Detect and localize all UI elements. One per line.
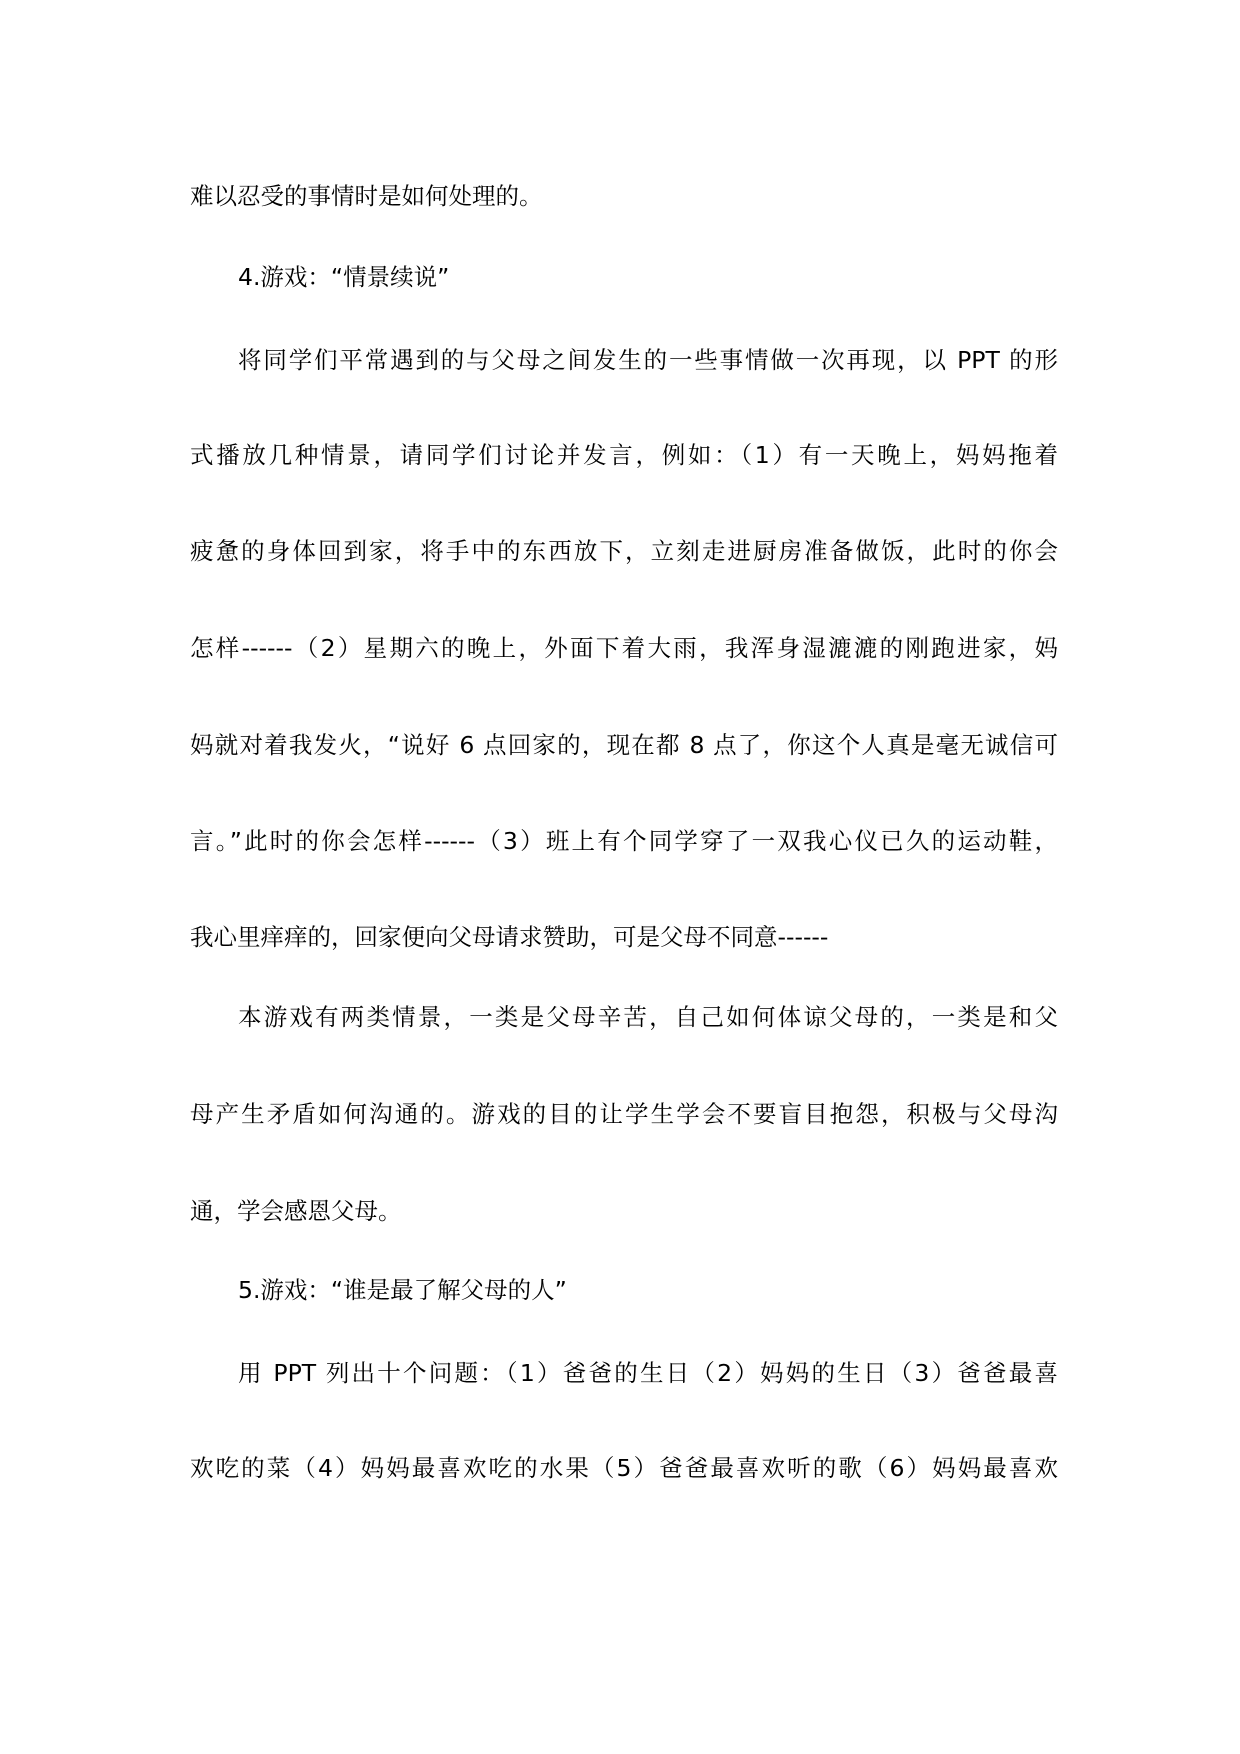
paragraph-line: 将同学们平常遇到的与父母之间发生的一些事情做一次再现，以 PPT 的形 — [238, 346, 1058, 374]
paragraph-line: 言。”此时的你会怎样------（3）班上有个同学穿了一双我心仪已久的运动鞋， — [190, 827, 1058, 855]
paragraph-line: 疲惫的身体回到家，将手中的东西放下，立刻走进厨房准备做饭，此时的你会 — [190, 537, 1058, 565]
section-heading-4: 4.游戏：“情景续说” — [238, 263, 450, 291]
paragraph-line: 妈就对着我发火，“说好 6 点回家的，现在都 8 点了，你这个人真是毫无诚信可 — [190, 731, 1058, 759]
section-heading-5: 5.游戏：“谁是最了解父母的人” — [238, 1276, 567, 1304]
paragraph-line: 怎样------（2）星期六的晚上，外面下着大雨，我浑身湿漉漉的刚跑进家，妈 — [190, 634, 1058, 662]
paragraph-line: 难以忍受的事情时是如何处理的。 — [190, 182, 543, 210]
paragraph-line: 我心里痒痒的，回家便向父母请求赞助，可是父母不同意------ — [190, 923, 829, 951]
paragraph-line: 通，学会感恩父母。 — [190, 1197, 402, 1225]
paragraph-line: 母产生矛盾如何沟通的。游戏的目的让学生学会不要盲目抱怨，积极与父母沟 — [190, 1100, 1058, 1128]
paragraph-line: 欢吃的菜（4）妈妈最喜欢吃的水果（5）爸爸最喜欢听的歌（6）妈妈最喜欢 — [190, 1454, 1058, 1482]
paragraph-line: 本游戏有两类情景，一类是父母辛苦，自己如何体谅父母的，一类是和父 — [238, 1003, 1058, 1031]
paragraph-line: 用 PPT 列出十个问题：（1）爸爸的生日（2）妈妈的生日（3）爸爸最喜 — [238, 1359, 1058, 1387]
paragraph-line: 式播放几种情景，请同学们讨论并发言，例如：（1）有一天晚上，妈妈拖着 — [190, 441, 1058, 469]
